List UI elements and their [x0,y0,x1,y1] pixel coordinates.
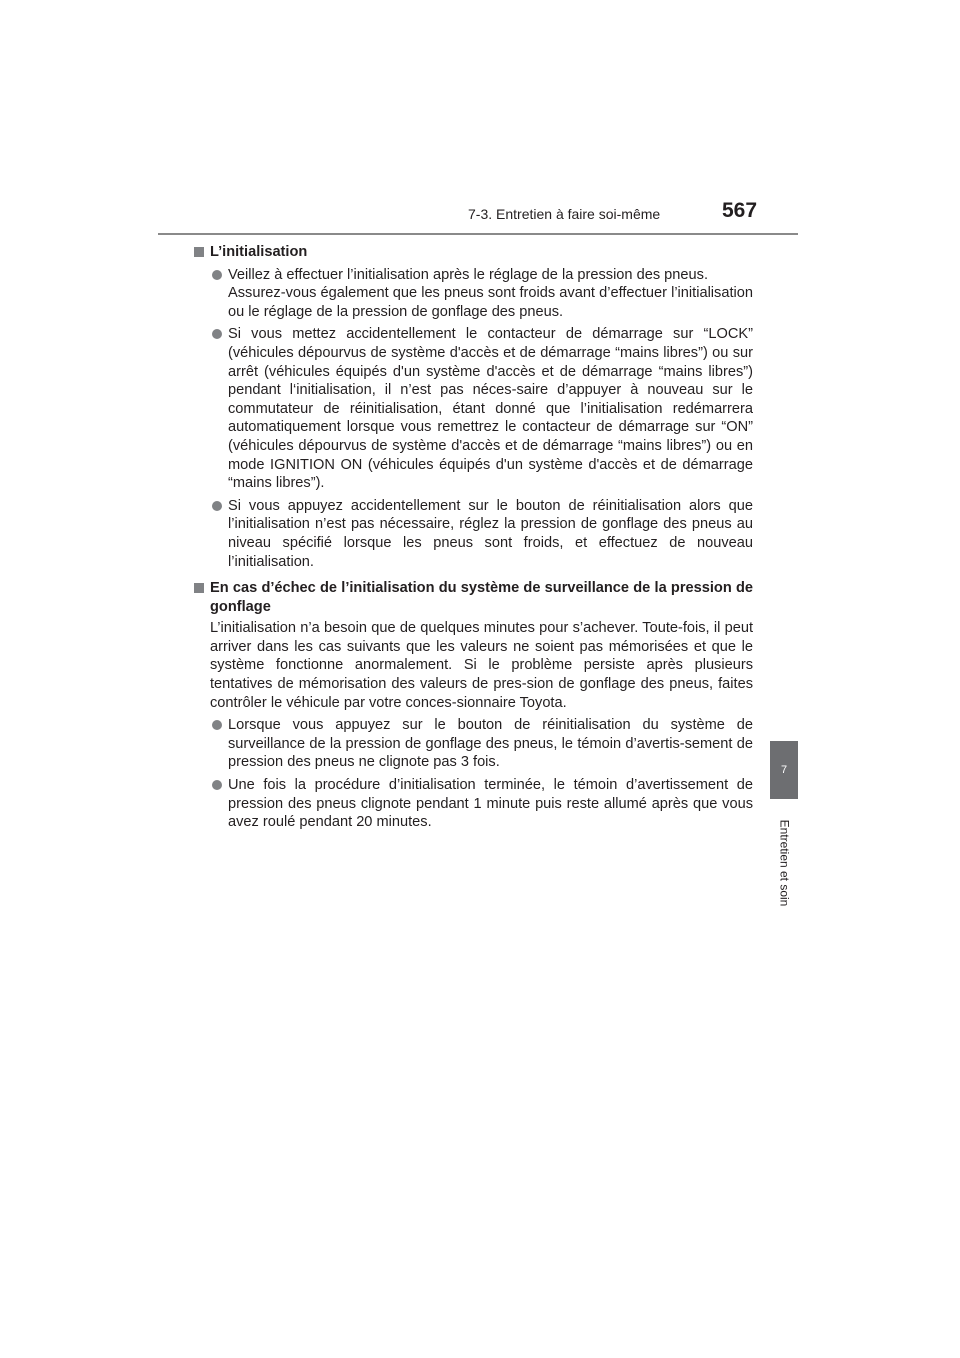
list-item-text: Lorsque vous appuyez sur le bouton de réinitialisation du système de surveillance de la pression de gonflage des pneus, le témoin d’avertis-sement de pression des pneus ne clignote pas 3 fois. [228,717,753,771]
chapter-tab-label [770,800,798,925]
page-number: 567 [722,199,758,222]
page-content [210,243,753,832]
round-bullet-icon [212,270,222,280]
list-item-text: Veillez à effectuer l’initialisation après le réglage de la pression des pneus. [228,266,708,283]
square-bullet-icon [194,247,204,257]
square-bullet-icon [194,583,204,593]
list-item [210,497,753,571]
chapter-tab-label-text: Entretien et soin [777,819,791,906]
list-item-text-continued: Assurez-vous également que les pneus sont froids avant d’effectuer l’initialisation ou le réglage de la pression de gonflage des pneus. [228,285,753,320]
list-item [210,776,753,832]
section-heading-text: L’initialisation [210,244,308,260]
section-intro-paragraph: L’initialisation n’a besoin que de quelques minutes pour s’achever. Toute-fois, il peut arriver dans les cas suivants que les valeurs ne soient pas mémorisées et que le système fonctionne anormalement. Si le problème persiste après plusieurs tentatives de mémorisation des valeurs de pres-sion de gonflage des pneus, faites contrôler le véhicule par votre conces-sionnaire Toyota. [210,620,753,711]
header-divider [158,233,798,235]
list-item-text: Une fois la procédure d’initialisation terminée, le témoin d’avertissement de pression des pneus clignote pendant 1 minute puis reste allumé après que vous avez roulé pendant 20 minutes. [228,777,753,831]
section-heading-text: En cas d’échec de l’initialisation du système de surveillance de la pression de gonflage [210,580,753,615]
section-heading-failure [210,579,753,616]
round-bullet-icon [212,720,222,730]
round-bullet-icon [212,329,222,339]
list-item [210,716,753,772]
list-item [210,266,753,322]
round-bullet-icon [212,501,222,511]
section-heading-initialisation [210,243,753,262]
list-item-text: Si vous appuyez accidentellement sur le bouton de réinitialisation alors que l’initialisation n’est pas nécessaire, réglez la pression de gonflage des pneus au niveau spécifié lorsque les pneus sont froids, et effectuez de nouveau l’initialisation. [228,497,753,570]
chapter-tab-number: 7 [770,741,798,799]
running-header-section: 7-3. Entretien à faire soi-même [468,206,661,222]
round-bullet-icon [212,780,222,790]
list-item-text: Si vous mettez accidentellement le contacteur de démarrage sur “LOCK” (véhicules dépourvus de système d'accès et de démarrage “mains libres”) ou sur arrêt (véhicules équipés d'un système d'accès et de démarrage “mains libres”) pendant l‘initialisation, il n’est pas néces-saire d’appuyer à nouveau sur le commutateur de réinitialisation, étant donné que l’initialisation redémarrera automatiquement lorsque vous remettrez le contacteur de démarrage sur “ON” (véhicules dépourvus de système d'accès et de démarrage “mains libres”) ou en mode IGNITION ON (véhicules équipés d'un système d'accès et de démarrage “mains libres”). [228,326,753,492]
list-item [210,325,753,492]
